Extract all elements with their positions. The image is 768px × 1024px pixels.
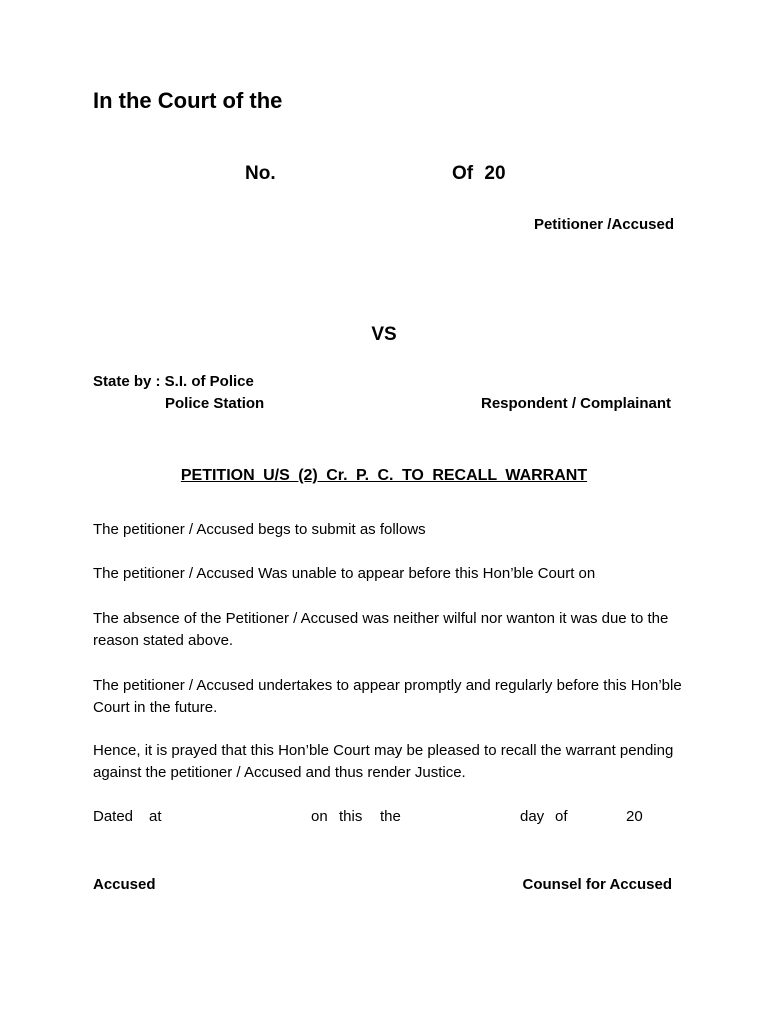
versus-label: VS [371,324,397,345]
dated-at-label: at [149,808,162,825]
dated-year-label: 20 [626,808,643,825]
dated-of-label: of [555,808,568,825]
dated-on-label: on [311,808,328,825]
respondent-label: Respondent / Complainant [480,395,671,412]
petitioner-label: Petitioner /Accused [533,216,674,233]
dated-label: Dated [93,808,134,825]
paragraph-prayer: Hence, it is prayed that this Hon’ble Court may be pleased to recall the warrant pending against the petitioner / Accused and thus render Justice. [93,742,674,781]
dated-day-label: day [520,808,545,825]
paragraph-absence: The absence of the Petitioner / Accused was neither wilful nor wanton it was due to the reason stated above. [93,610,669,649]
police-station-label: Police Station [165,395,265,412]
court-title: In the Court of the [93,88,283,113]
petition-heading: PETITION U/S (2) Cr. P. C. TO RECALL WARRANT [180,467,588,484]
case-year-label: Of 20 [452,163,506,184]
dated-this-label: this [339,808,363,825]
accused-signature-label: Accused [93,876,156,893]
state-by-label: State by : S.I. of Police [93,373,254,390]
paragraph-undertaking: The petitioner / Accused undertakes to appear promptly and regularly before this Hon’ble Court in the future. [93,677,682,716]
paragraph-unable-to-appear: The petitioner / Accused Was unable to appear before this Hon’ble Court on [93,565,596,582]
case-number-label: No. [245,163,276,184]
counsel-signature-label: Counsel for Accused [522,876,672,893]
dated-the-label: the [380,808,401,825]
paragraph-submission: The petitioner / Accused begs to submit as follows [93,521,426,538]
